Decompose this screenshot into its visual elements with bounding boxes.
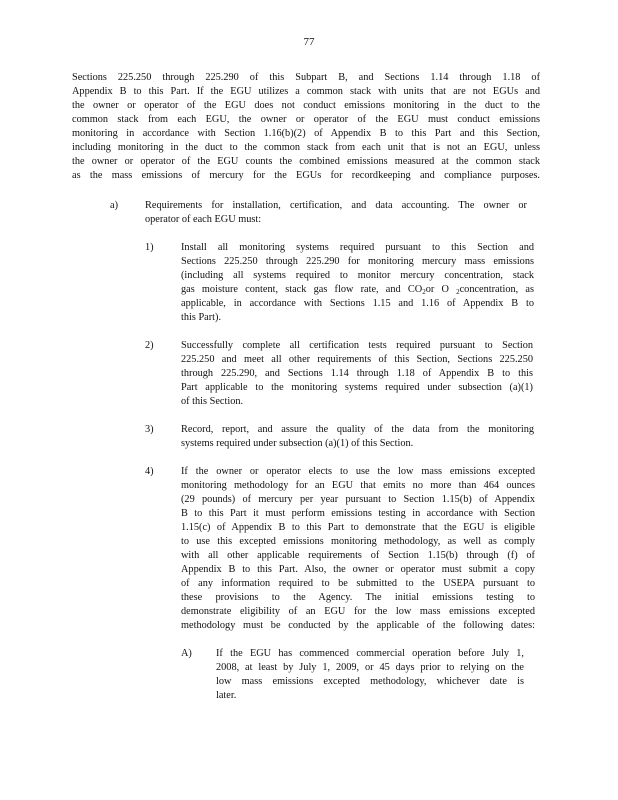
text-line: operator of each EGU must: [145,214,262,225]
item-2-text [181,339,533,409]
text-line: of any information required to be submitted to the USEPA pursuant to [181,578,535,589]
o2-suffix-text: concentration, as [459,284,534,295]
item-3-text [181,423,534,451]
text-line: as the mass emissions of mercury for the EGUs for recordkeeping and compliance purposes. [72,170,540,181]
text-line: of this Section. [181,396,244,407]
item-4-text [181,465,535,633]
item-1-marker: 1) [145,242,154,253]
text-line: later. [216,690,237,701]
text-line: Install all monitoring systems required pursuant to this Section and [181,242,534,253]
text-line: B to this Part it must perform emissions testing in accordance with Section [181,508,535,519]
item-A-text [216,647,524,703]
text-line: methodology must be conducted by the applicable of the following dates: [181,620,535,631]
item-4-marker: 4) [145,466,154,477]
page-number: 77 [303,36,315,48]
text-line: these provisions to the Agency. The initial emissions testing to [181,592,535,603]
text-line: to use this excepted emissions monitoring methodology, as well as comply [181,536,535,547]
text-line: applicable, in accordance with Sections 1.15 and 1.16 of Appendix B to [181,298,534,309]
text-line: the owner or operator of the EGU counts the combined emissions measured at the common stack [72,156,540,167]
text-line: through 225.290, and Sections 1.14 through 1.18 of Appendix B to this [181,368,533,379]
text-line: including monitoring in the duct to the common stack from each unit that is not an EGU, unless [72,142,540,153]
text-line: monitoring in accordance with Section 1.16(b)(2) of Appendix B to this Part and this Section, [72,128,540,139]
text-line: Appendix B to this Part. Also, the owner or operator must submit a copy [181,564,535,575]
text-line: monitoring methodology for an EGU that emits no more than 464 ounces [181,480,535,491]
item-2-marker: 2) [145,340,154,351]
co2-prefix-text: gas moisture content, stack gas flow rate, and CO [181,284,423,295]
text-line: 225.250 and meet all other requirements of this Section, Sections 225.250 [181,354,533,365]
item-3-marker: 3) [145,424,154,435]
text-line: this Part). [181,312,222,323]
text-line: Record, report, and assure the quality of the data from the monitoring [181,424,534,435]
item-A-marker: A) [181,648,192,659]
text-line: Part applicable to the monitoring systems required under subsection (a)(1) [181,382,533,393]
text-line: (including all systems required to monitor mercury concentration, stack [181,270,534,281]
item-1-text [181,241,534,325]
text-line: Requirements for installation, certification, and data accounting. The owner or [145,200,527,211]
text-line: common stack from each EGU, the owner or operator of the EGU must conduct emissions [72,114,540,125]
subsection-a-marker: a) [110,200,118,211]
text-line: 1.15(c) of Appendix B to this Part to demonstrate that the EGU is eligible [181,522,535,533]
text-line: If the owner or operator elects to use the low mass emissions excepted [181,466,535,477]
text-line: systems required under subsection (a)(1) of this Section. [181,438,414,449]
co2-subscript: 2 [422,288,426,296]
text-line: 2008, at least by July 1, 2009, or 45 days prior to relying on the [216,662,524,673]
text-line-co2-o2 [181,283,534,297]
text-line: with all other applicable requirements of Section 1.15(b) through (f) of [181,550,535,561]
o2-subscript: 2 [456,288,460,296]
text-line: Sections 225.250 through 225.290 for monitoring mercury mass emissions [181,256,534,267]
text-line: low mass emissions excepted methodology, whichever date is [216,676,524,687]
intro-paragraph [72,71,540,183]
o2-prefix-text: or O [425,284,449,295]
text-line: (29 pounds) of mercury per year pursuant to Section 1.15(b) of Appendix [181,494,535,505]
text-line: Appendix B to this Part. If the EGU utilizes a common stack with units that are not EGUs and [72,86,540,97]
text-line: demonstrate eligibility of an EGU for the low mass emissions excepted [181,606,535,617]
text-line: Successfully complete all certification tests required pursuant to Section [181,340,533,351]
text-line: the owner or operator of the EGU does not conduct emissions monitoring in the duct to the [72,100,540,111]
subsection-a-text [145,199,527,227]
text-line: If the EGU has commenced commercial operation before July 1, [216,648,524,659]
text-line: Sections 225.250 through 225.290 of this Subpart B, and Sections 1.14 through 1.18 of [72,72,540,83]
